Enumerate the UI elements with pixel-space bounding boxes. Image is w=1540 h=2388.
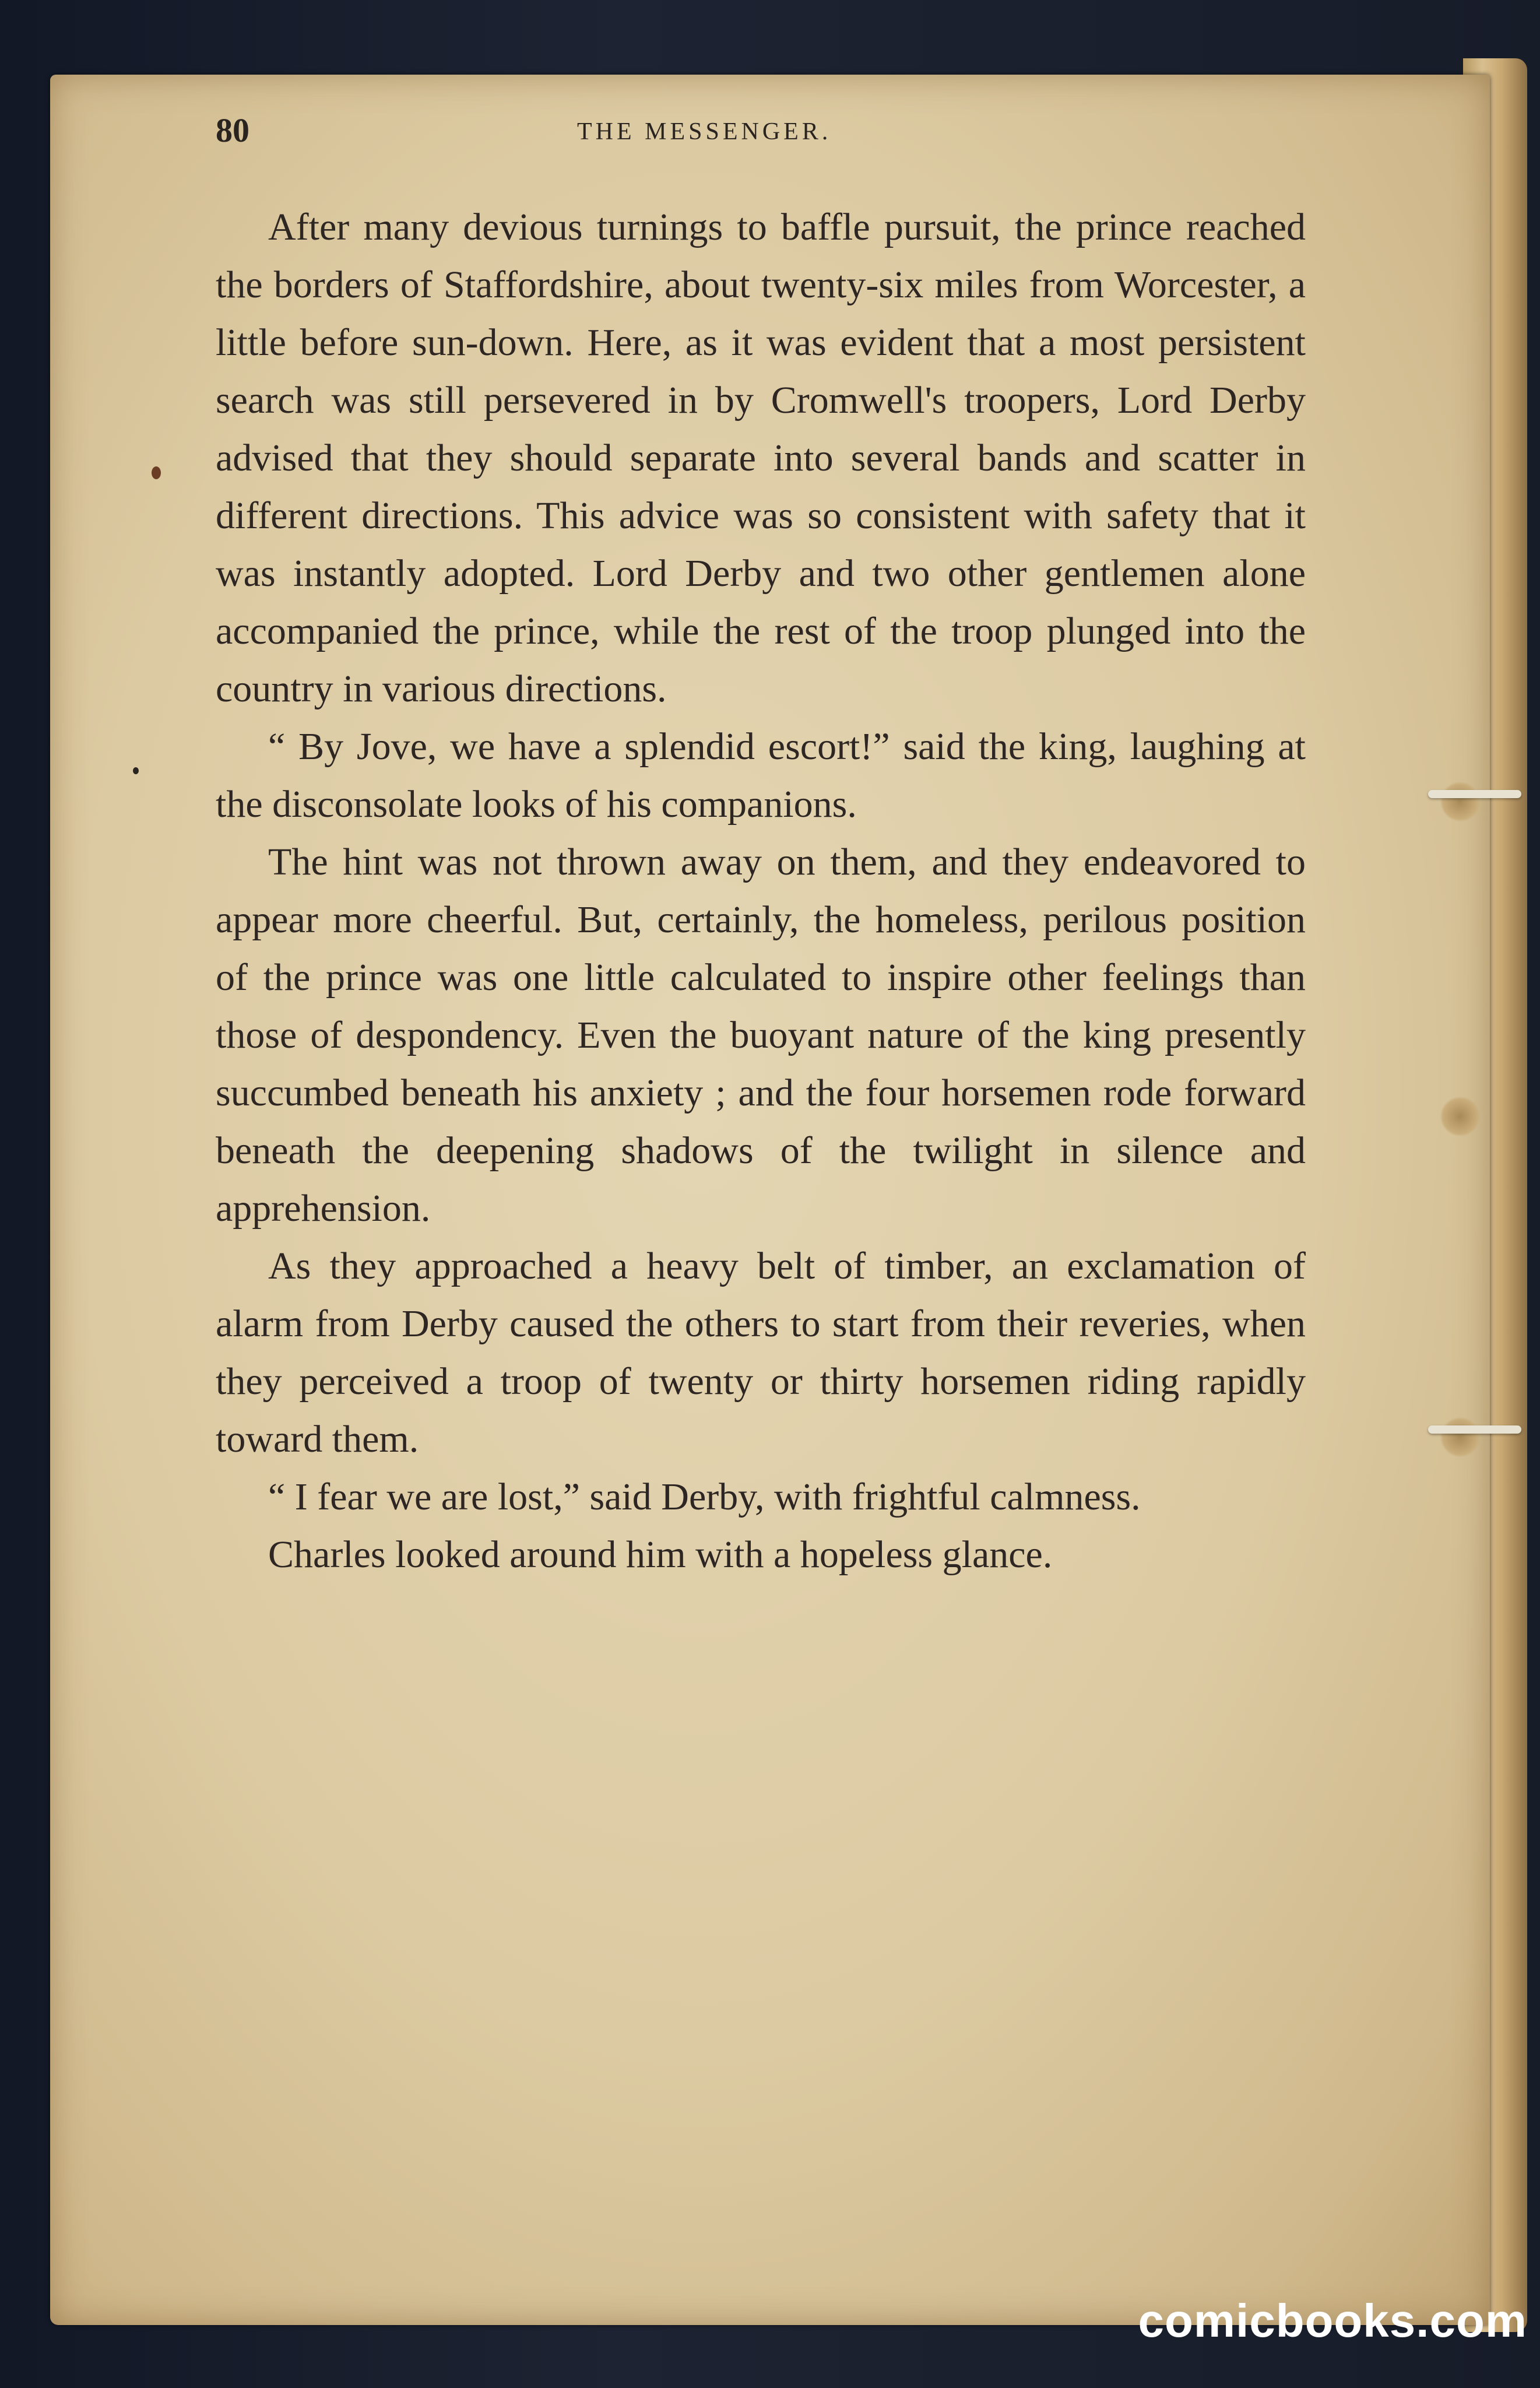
paragraph: As they approached a heavy belt of timber, an exclamation of alarm from Derby caused the others to start from their reveries, when they perceived a troop of twenty or thirty horsemen riding rapidly toward them. xyxy=(216,1245,1306,1460)
paragraph: The hint was not thrown away on them, and they endeavored to appear more cheerful. But, certainly, the homeless, perilous position of the prince was one little calculated to inspire other feelings than those of despondency. Even the buoyant nature of the king presently succumbed beneath his anxiety ; and the four horsemen rode forward beneath the deepening shadows of the twilight in silence and apprehension. xyxy=(216,841,1306,1230)
binding-thread xyxy=(1428,790,1521,798)
running-title: THE MESSENGER. xyxy=(577,118,832,145)
ink-spot xyxy=(152,466,161,479)
page-number: 80 xyxy=(216,111,249,149)
paragraph: After many devious turnings to baffle pursuit, the prince reached the borders of Staffordshire, about twenty-six miles from Worcester, a little before sun-down. Here, as it was evident that a most persistent search was still persevered in by Cromwell's troopers, Lord Derby advised that they should separate into several bands and scatter in different directions. This advice was so consistent with safety that it was instantly adopted. Lord Derby and two other gentlemen alone accompanied the prince, while the rest of the troop plunged into the country in various directions. xyxy=(216,206,1306,710)
ink-spot xyxy=(133,767,139,774)
watermark: comicbooks.com xyxy=(1138,2295,1527,2347)
binding-hole xyxy=(1440,1417,1481,1458)
binding-thread xyxy=(1428,1425,1521,1434)
paragraph: “ I fear we are lost,” said Derby, with frightful calmness. xyxy=(268,1476,1141,1518)
body-text xyxy=(216,198,1306,1583)
paragraph: Charles looked around him with a hopeless glance. xyxy=(268,1533,1053,1576)
binding-hole xyxy=(1440,1096,1481,1137)
paragraph: “ By Jove, we have a splendid escort!” said the king, laughing at the disconsolate looks of his companions. xyxy=(216,725,1306,826)
binding-hole xyxy=(1440,781,1481,822)
page-header xyxy=(216,111,1312,157)
